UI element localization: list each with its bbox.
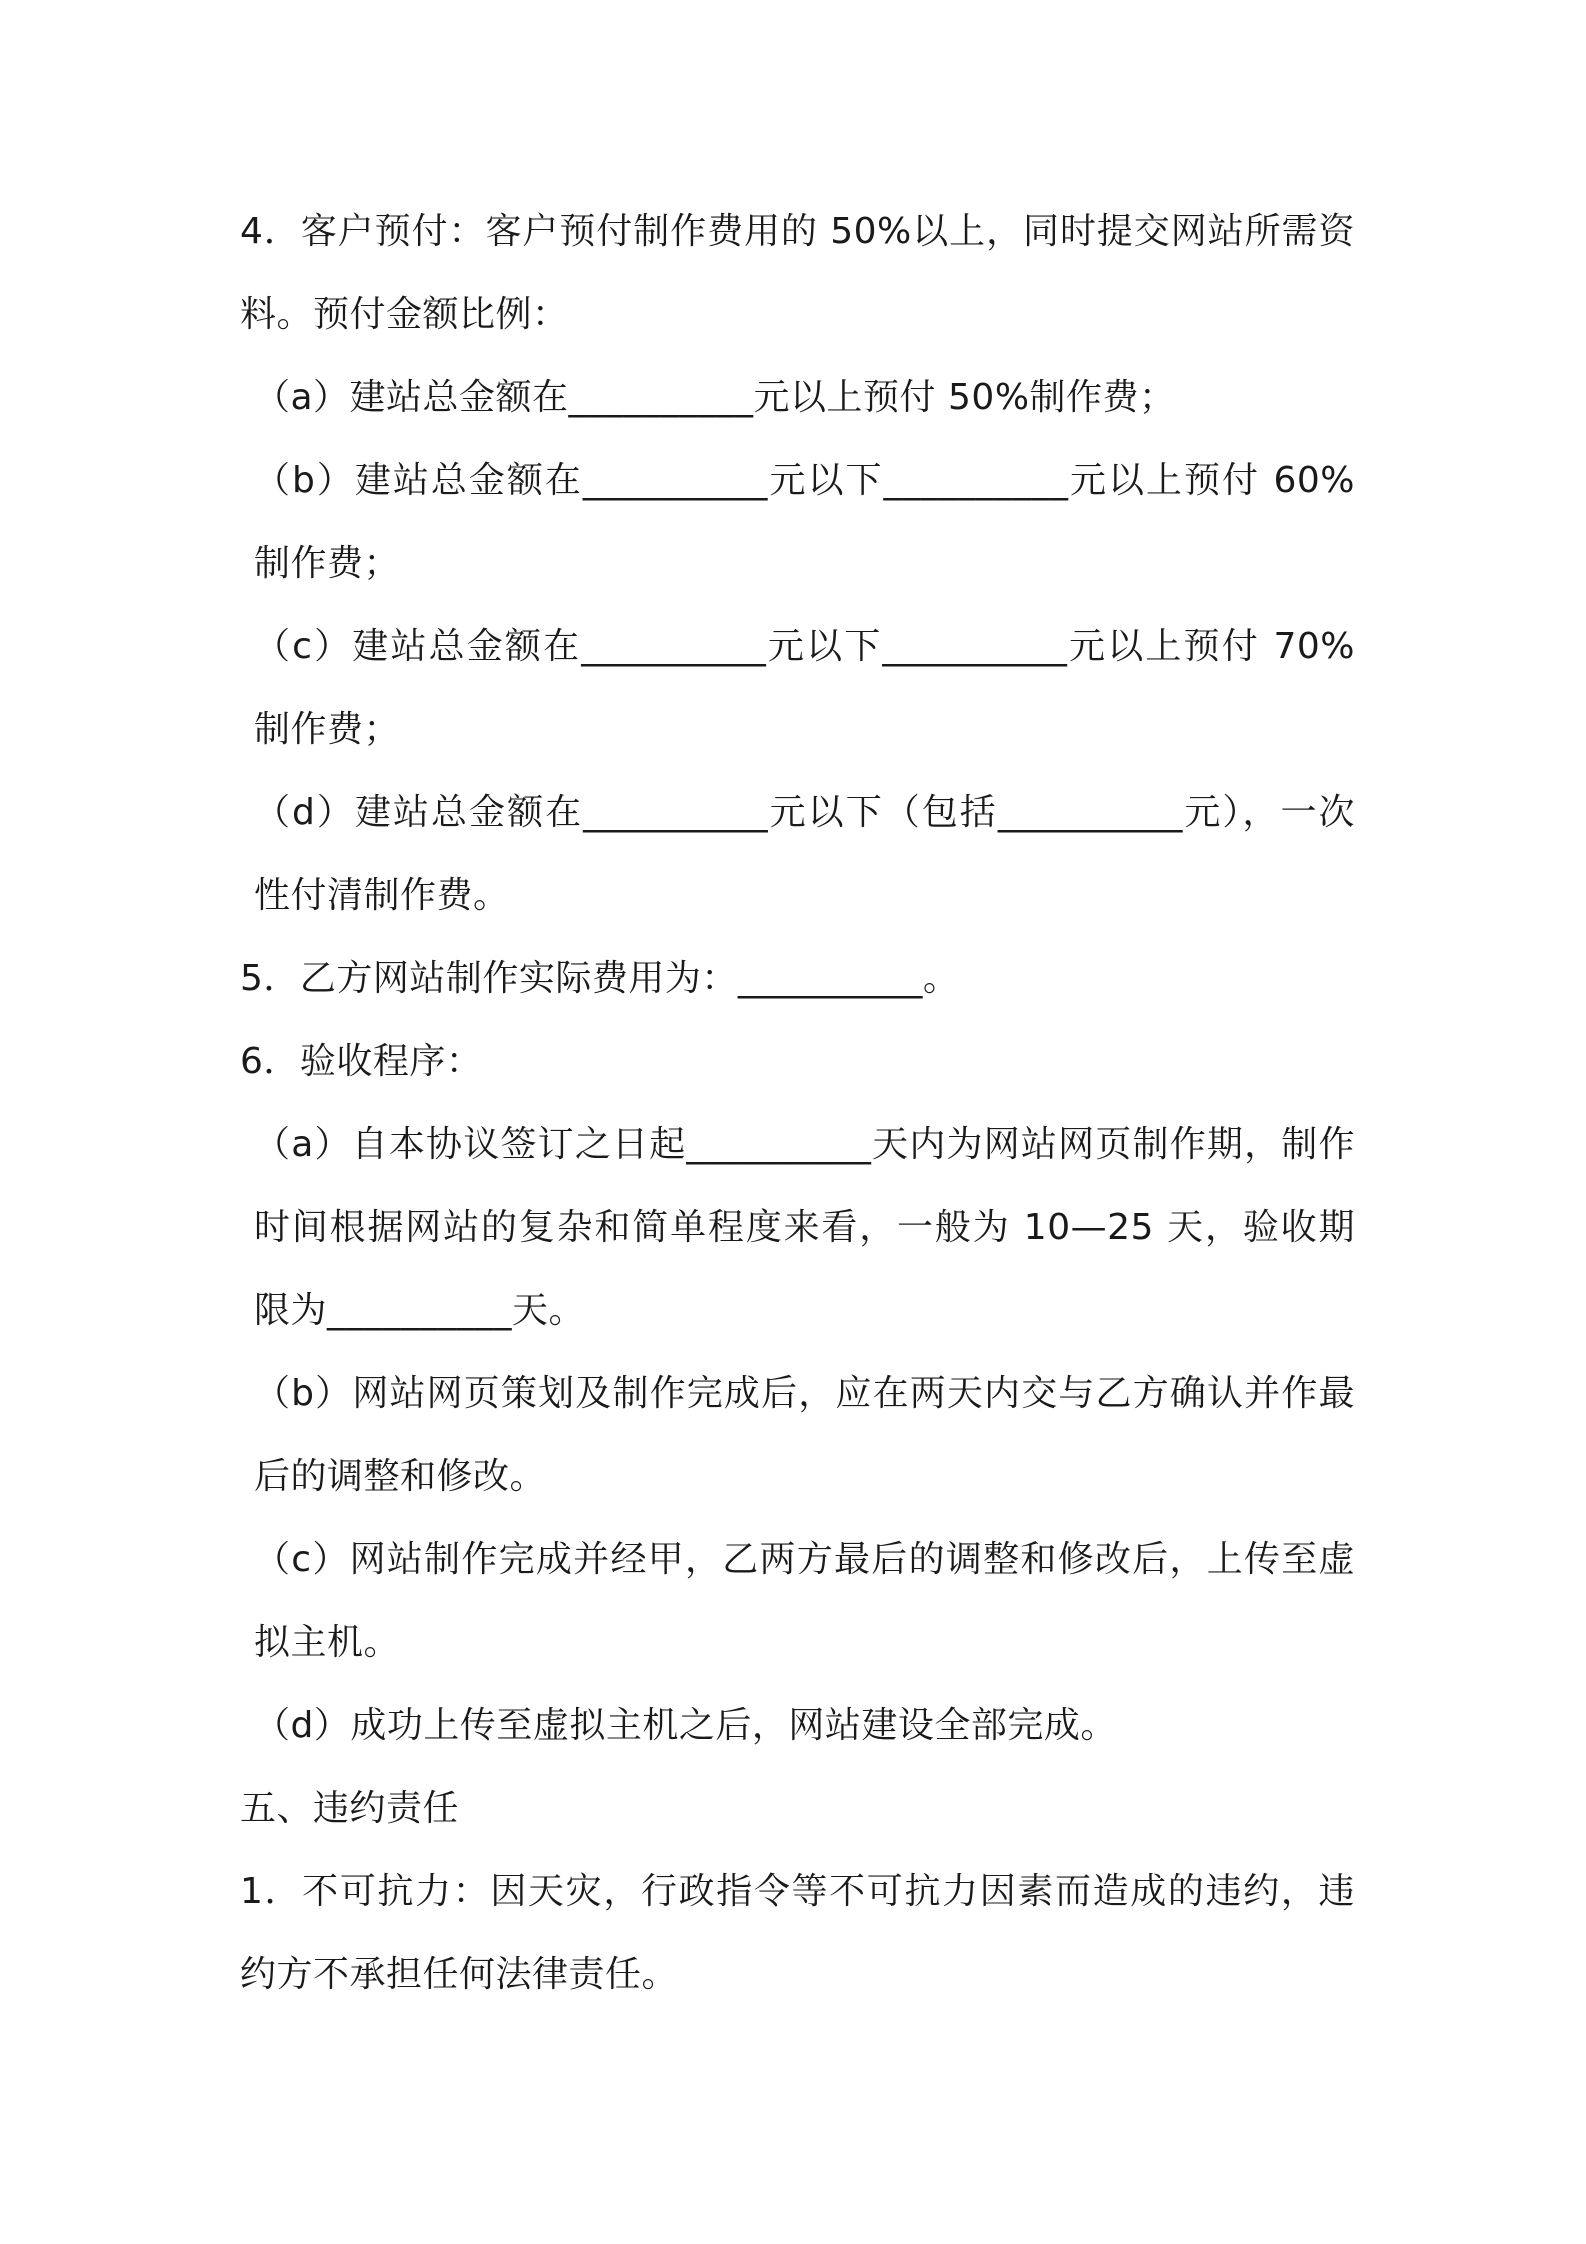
clause-5-actual-fee: 5．乙方网站制作实际费用为：__________。	[240, 958, 960, 999]
clause-4-prepayment: 4．客户预付：客户预付制作费用的 50%以上，同时提交网站所需资料。预付金额比例：	[240, 211, 1355, 335]
clause-6a: （a）自本协议签订之日起__________天内为网站网页制作期，制作时间根据网站的复杂和简单程度来看，一般为 10—25 天，验收期限为__________天。	[254, 1124, 1355, 1331]
clause-4d: （d）建站总金额在__________元以下（包括__________元），一次性付清制作费。	[254, 792, 1355, 916]
clause-1-force-majeure: 1．不可抗力：因天灾，行政指令等不可抗力因素而造成的违约，违约方不承担任何法律责任。	[240, 1871, 1355, 1995]
clause-6-acceptance: 6．验收程序：	[240, 1041, 483, 1082]
clause-6c: （c）网站制作完成并经甲，乙两方最后的调整和修改后，上传至虚拟主机。	[254, 1539, 1355, 1663]
clause-6b: （b）网站网页策划及制作完成后，应在两天内交与乙方确认并作最后的调整和修改。	[254, 1373, 1355, 1497]
clause-4c: （c）建站总金额在__________元以下__________元以上预付 70%制作费；	[254, 626, 1355, 750]
clause-6d: （d）成功上传至虚拟主机之后，网站建设全部完成。	[254, 1705, 1117, 1746]
clause-4a: （a）建站总金额在__________元以上预付 50%制作费；	[254, 377, 1176, 418]
document-body	[240, 190, 1355, 2016]
section-heading-breach: 五、违约责任	[240, 1788, 460, 1829]
clause-4b: （b）建站总金额在__________元以下__________元以上预付 60%制作费；	[254, 460, 1355, 584]
